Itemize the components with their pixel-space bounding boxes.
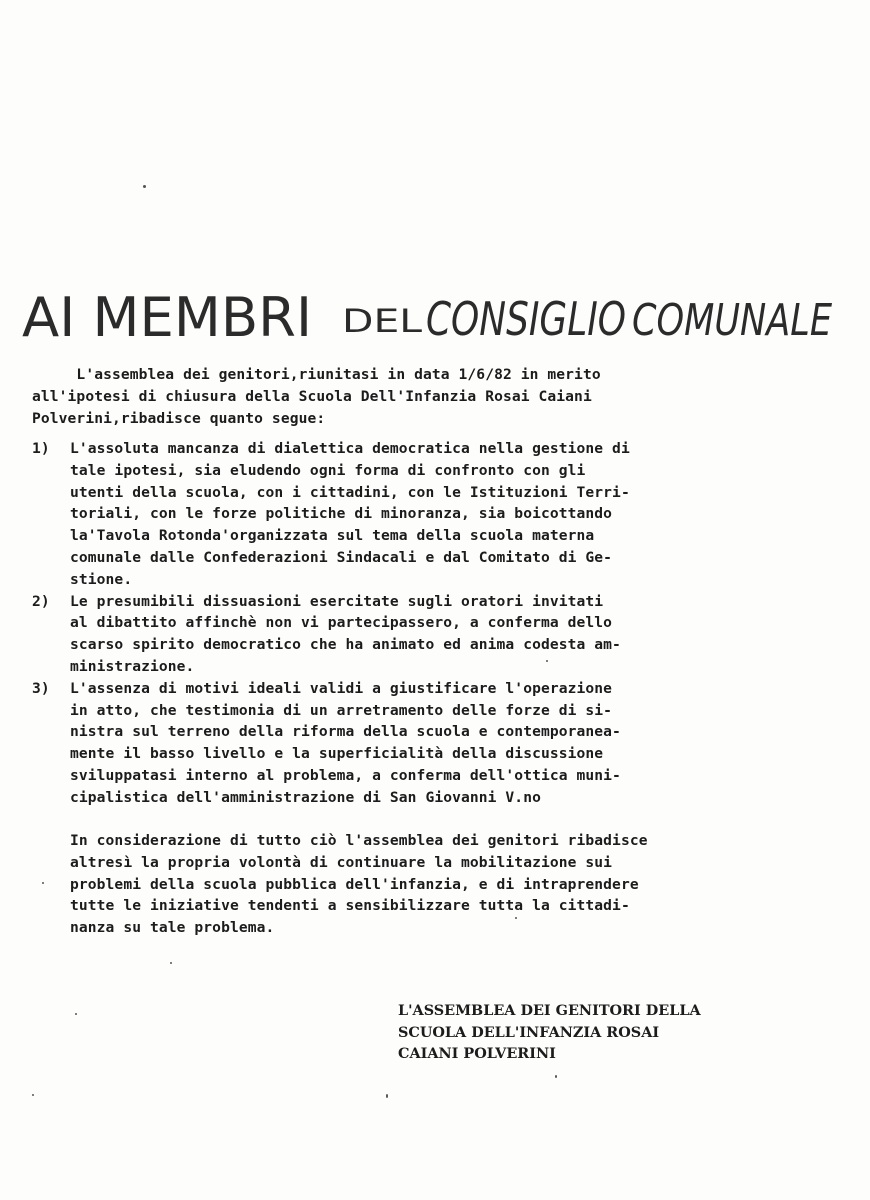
point-line: al dibattito affinchè non vi partecipassero, a conferma dello: [70, 614, 613, 632]
signature-line: SCUOLA DELL'INFANZIA ROSAI: [398, 1023, 660, 1041]
point-number: 3): [32, 679, 50, 697]
paper-speck: [555, 1075, 557, 1078]
heading-part-4: COMUNALE: [632, 295, 833, 346]
paper-speck: [42, 882, 44, 884]
point-number: 2): [32, 592, 50, 610]
paper-speck: [143, 185, 146, 188]
signature-line: CAIANI POLVERINI: [398, 1045, 556, 1062]
signature-line: L'ASSEMBLEA DEI GENITORI DELLA: [398, 1002, 701, 1019]
point-line: la'Tavola Rotonda'organizzata sul tema della scuola materna: [70, 527, 595, 545]
point-line: L'assoluta mancanza di dialettica democratica nella gestione di: [70, 440, 630, 457]
paper-speck: [75, 1013, 77, 1015]
point-line: toriali, con le forze politiche di minoranza, sia boicottando: [70, 505, 613, 523]
heading-part-1: AI MEMBRI: [22, 286, 312, 349]
point-item: [32, 438, 822, 591]
paper-speck: [386, 1094, 388, 1098]
point-number: 1): [32, 440, 50, 457]
paper-speck: [170, 962, 172, 964]
point-line: stione.: [70, 570, 133, 588]
point-line: cipalistica dell'amministrazione di San Giovanni V.no: [70, 788, 541, 806]
closing-line: altresì la propria volontà di continuare la mobilitazione sui: [70, 853, 613, 871]
heading-part-2: DEL: [342, 302, 423, 340]
point-line: L'assenza di motivi ideali validi a giustificare l'operazione: [70, 679, 613, 697]
point-item: [32, 678, 822, 809]
handwritten-heading: [22, 272, 842, 352]
point-line: utenti della scuola, con i cittadini, con le Istituzioni Terri-: [70, 483, 630, 501]
point-line: mente il basso livello e la superficialità della discussione: [70, 745, 604, 763]
intro-paragraph: [32, 364, 822, 429]
point-item: [32, 591, 822, 678]
point-line: nistra sul terreno della riforma della scuola e contemporanea-: [70, 723, 621, 741]
closing-line: problemi della scuola pubblica dell'infanzia, e di intraprendere: [70, 875, 639, 893]
point-line: comunale dalle Confederazioni Sindacali e dal Comitato di Ge-: [70, 548, 613, 566]
heading-part-3: CONSIGLIO: [426, 292, 626, 346]
point-line: sviluppatasi interno al problema, a conferma dell'ottica muni-: [70, 766, 621, 784]
closing-line: tutte le iniziative tendenti a sensibilizzare tutta la cittadi-: [70, 897, 630, 915]
closing-line: In considerazione di tutto ciò l'assemblea dei genitori ribadisce: [70, 832, 648, 849]
point-line: in atto, che testimonia di un arretramento delle forze di si-: [70, 701, 613, 719]
point-line: scarso spirito democratico che ha animato ed anima codesta am-: [70, 636, 621, 654]
paper-speck: [32, 1094, 34, 1096]
point-line: Le presumibili dissuasioni esercitate sugli oratori invitati: [70, 592, 604, 610]
intro-line: all'ipotesi di chiusura della Scuola Dell'Infanzia Rosai Caiani: [32, 387, 592, 405]
closing-line: nanza su tale problema.: [70, 919, 275, 937]
intro-line: L'assemblea dei genitori,riunitasi in data 1/6/82 in merito: [32, 366, 601, 383]
point-line: tale ipotesi, sia eludendo ogni forma di confronto con gli: [70, 461, 586, 479]
points-list: [32, 438, 822, 809]
intro-line: Polverini,ribadisce quanto segue:: [32, 409, 326, 427]
signature-block: [398, 1000, 818, 1065]
closing-paragraph: [70, 830, 830, 939]
point-line: ministrazione.: [70, 657, 195, 675]
